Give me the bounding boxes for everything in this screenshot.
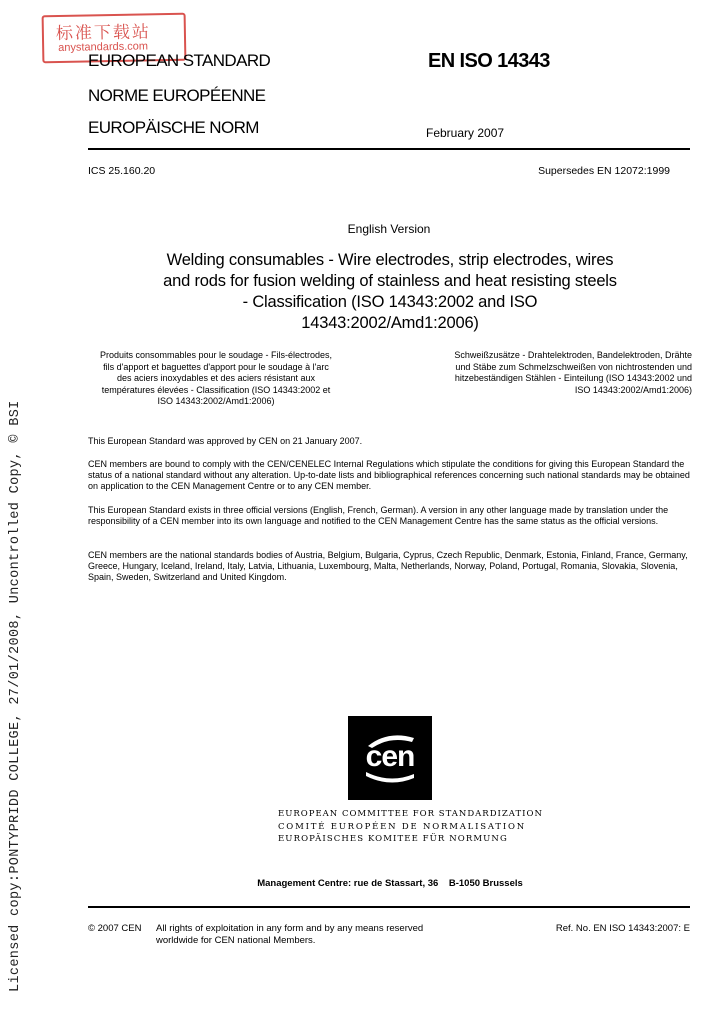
french-title-line: des aciers inoxydables et des aciers résistant aux (116, 373, 316, 383)
title-french: NORME EUROPÉENNE (88, 86, 266, 105)
compliance-paragraph: CEN members are bound to comply with the CEN/CENELEC Internal Regulations which stipulate the conditions for giving this European Standard the status of a national standard without any alteration. Up-to-date lists and bibliographical references concerning such national standards may be obtained on application to the CEN Management Centre or to any CEN member. (88, 459, 690, 491)
members-paragraph: CEN members are the national standards bodies of Austria, Belgium, Bulgaria, Cyprus, Czech Republic, Denmark, Estonia, Finland, France, Germany, Greece, Hungary, Iceland, Ireland, Italy, Latvia, Lithuania, Luxembourg, Malta, Netherlands, Norway, Poland, Portugal, Romania, Slovakia, Slovenia, Spain, Sweden, Switzerland and United Kingdom. (88, 550, 688, 582)
rights-line: worldwide for CEN national Members. (156, 935, 316, 946)
rights-notice (156, 923, 456, 947)
versions-paragraph: This European Standard exists in three official versions (English, French, German). A version in any other language made by translation under the responsibility of a CEN member into its own language and notified to the CEN Management Centre has the same status as the official versions. (88, 505, 669, 526)
title-line: and rods for fusion welding of stainless and heat resisting steels (163, 272, 617, 290)
title-english: EUROPEAN STANDARD (88, 51, 271, 70)
document-title (130, 250, 650, 334)
rights-line: All rights of exploitation in any form and by any means reserved (156, 923, 424, 934)
publication-date: February 2007 (426, 126, 505, 140)
title-line: - Classification (ISO 14343:2002 and ISO (242, 293, 538, 311)
ics-code: ICS 25.160.20 (88, 165, 156, 177)
german-title-line: Schweißzusätze - Drahtelektroden, Bandelektroden, Drähte (454, 350, 692, 360)
german-title (420, 350, 692, 396)
supersedes-note: Supersedes EN 12072:1999 (538, 165, 670, 177)
german-title-line: ISO 14343:2002/Amd1:2006) (574, 384, 692, 395)
standard-number: EN ISO 14343 (428, 50, 550, 72)
approval-paragraph: This European Standard was approved by CEN on 21 January 2007. (88, 436, 363, 446)
footer-divider (88, 906, 690, 908)
org-name-french: COMITÉ EUROPÉEN DE NORMALISATION (278, 822, 527, 832)
german-title-line: und Stäbe zum Schmelzschweißen von nichtrostenden und (455, 361, 692, 372)
french-title-line: ISO 14343:2002/Amd1:2006) (157, 396, 275, 406)
org-name-english: EUROPEAN COMMITTEE FOR STANDARDIZATION (278, 809, 543, 819)
title-line: Welding consumables - Wire electrodes, strip electrodes, wires (166, 251, 614, 269)
french-title-line: fils d'apport et baguettes d'apport pour le soudage à l'arc (103, 361, 329, 372)
license-notice: Licensed copy:PONTYPRIDD COLLEGE, 27/01/2008, Uncontrolled Copy, © BSI (8, 400, 23, 992)
version-label: English Version (347, 222, 431, 236)
cen-logo (348, 716, 432, 800)
french-title-line: températures élevées - Classification (ISO 14343:2002 et (101, 384, 331, 395)
copyright-notice: © 2007 CEN (88, 923, 142, 934)
french-title (88, 350, 344, 408)
management-centre-address: Management Centre: rue de Stassart, 36 B-1050 Brussels (257, 878, 523, 889)
stamp-url-text: anystandards.com (58, 40, 149, 54)
org-name-german: EUROPÄISCHES KOMITEE FÜR NORMUNG (278, 834, 508, 844)
stamp-chinese-text: 标准下载站 (55, 22, 152, 45)
french-title-line: Produits consommables pour le soudage - Fils-électrodes, (99, 350, 333, 360)
title-german: EUROPÄISCHE NORM (88, 118, 259, 137)
cen-logo-text: cen (365, 740, 415, 773)
header-divider (88, 148, 690, 150)
title-line: 14343:2002/Amd1:2006) (301, 314, 479, 332)
reference-number: Ref. No. EN ISO 14343:2007: E (555, 923, 690, 934)
german-title-line: hitzebeständigen Stählen - Einteilung (ISO 14343:2002 und (454, 373, 692, 383)
